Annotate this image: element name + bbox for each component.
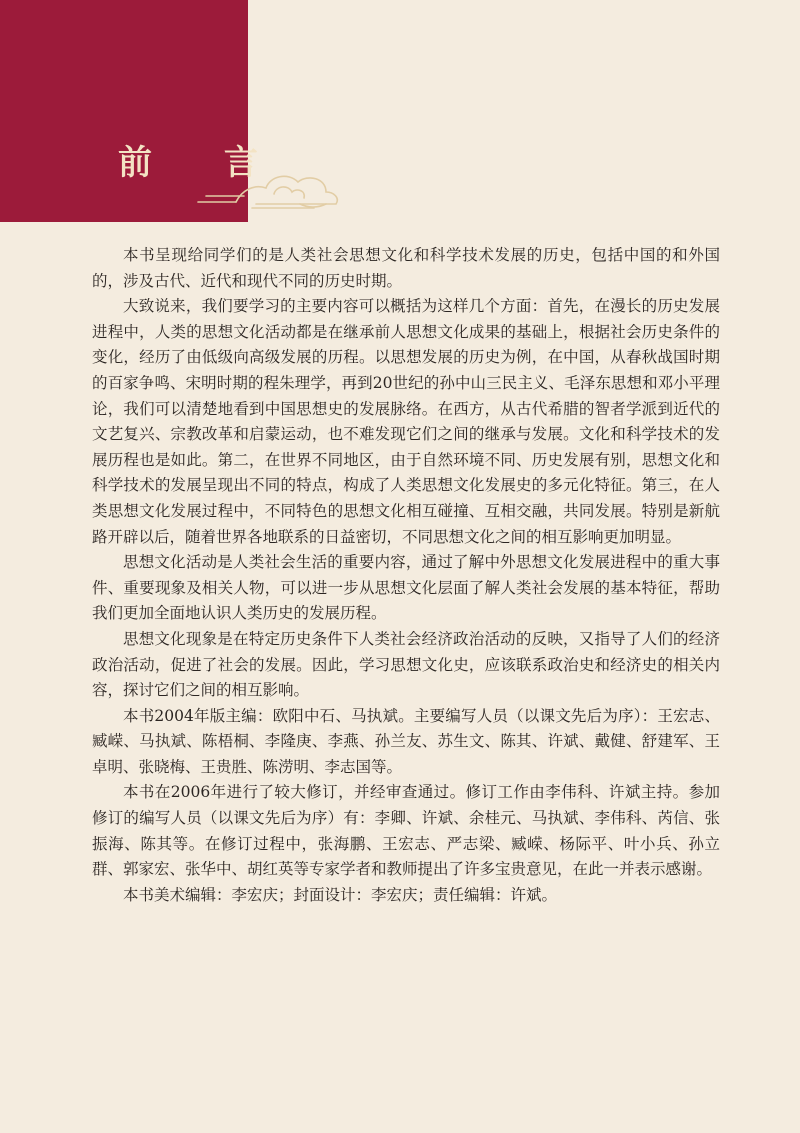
paragraph: 本书美术编辑：李宏庆；封面设计：李宏庆；责任编辑：许斌。 (123, 885, 558, 904)
paragraph: 思想文化现象是在特定历史条件下人类社会经济政治活动的反映，又指导了人们的经济政治活动，促进了社会的发展。因此，学习思想文化史，应该联系政治史和经济史的相关内容，探讨它们之间的相互影响。 (92, 629, 720, 700)
paragraph: 大致说来，我们要学习的主要内容可以概括为这样几个方面：首先，在漫长的历史发展进程中，人类的思想文化活动都是在继承前人思想文化成果的基础上，根据社会历史条件的变化，经历了由低级向高级发展的历程。以思想发展的历史为例，在中国，从春秋战国时期的百家争鸣、宋明时期的程朱理学，再到20世纪的孙中山三民主义、毛泽东思想和邓小平理论，我们可以清楚地看到中国思想史的发展脉络。在西方，从古代希腊的智者学派到近代的文艺复兴、宗教改革和启蒙运动，也不难发现它们之间的继承与发展。文化和科学技术的发展历程也是如此。第二，在世界不同地区，由于自然环境不同、历史发展有别，思想文化和科学技术的发展呈现出不同的特点，构成了人类思想文化发展史的多元化特征。第三，在人类思想文化发展过程中，不同特色的思想文化相互碰撞、互相交融，共同发展。特别是新航路开辟以后，随着世界各地联系的日益密切，不同思想文化之间的相互影响更加明显。 (92, 297, 720, 546)
cloud-ornament-icon (196, 164, 346, 214)
paragraph: 思想文化活动是人类社会生活的重要内容，通过了解中外思想文化发展进程中的重大事件、重要现象及相关人物，可以进一步从思想文化层面了解人类社会发展的基本特征，帮助我们更加全面地认识人类历史的发展历程。 (92, 553, 720, 623)
preface-body (92, 243, 720, 908)
paragraph: 本书在2006年进行了较大修订，并经审查通过。修订工作由李伟科、许斌主持。参加修订的编写人员（以课文先后为序）有：李卿、许斌、余桂元、马执斌、李伟科、芮信、张振海、陈其等。在修订过程中，张海鹏、王宏志、严志梁、臧嵘、杨际平、叶小兵、孙立群、郭家宏、张华中、胡红英等专家学者和教师提出了许多宝贵意见，在此一并表示感谢。 (92, 783, 720, 879)
paragraph: 本书2004年版主编：欧阳中石、马执斌。主要编写人员（以课文先后为序）：王宏志、臧嵘、马执斌、陈梧桐、李隆庚、李燕、孙兰友、苏生文、陈其、许斌、戴健、舒建军、王卓明、张晓梅、王贵胜、陈涝明、李志国等。 (92, 706, 720, 776)
page-title: 前 言 (118, 143, 288, 183)
paragraph: 本书呈现给同学们的是人类社会思想文化和科学技术发展的历史，包括中国的和外国的，涉及古代、近代和现代不同的历史时期。 (92, 246, 720, 290)
